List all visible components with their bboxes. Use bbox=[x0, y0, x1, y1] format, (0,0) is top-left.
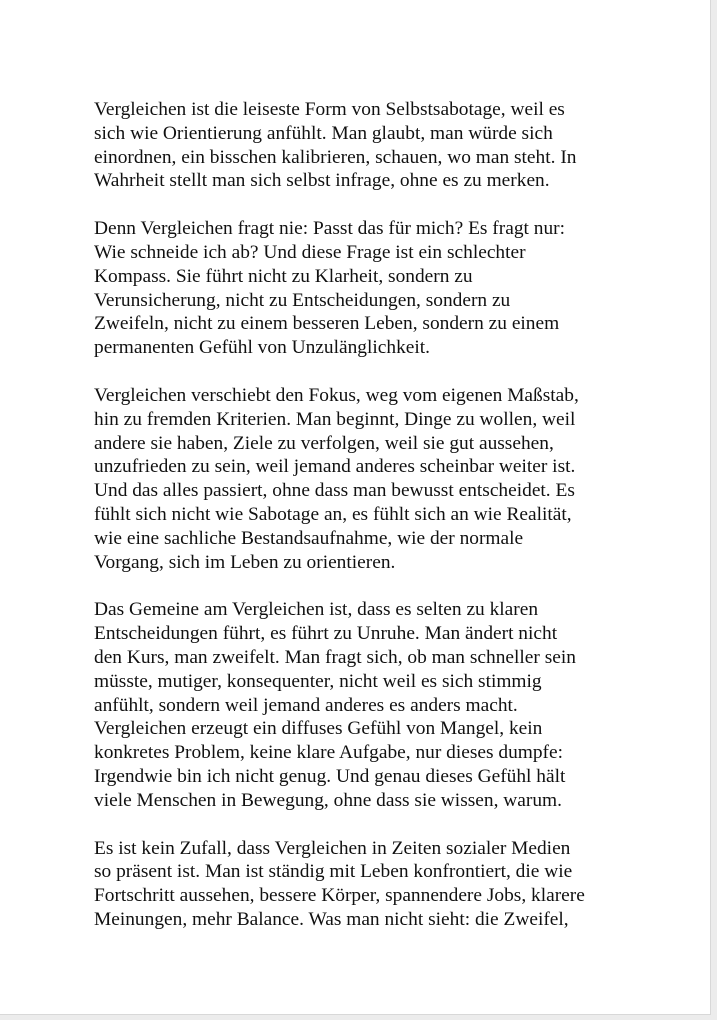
text-line: unzufrieden zu sein, weil jemand anderes scheinbar weiter ist. bbox=[94, 456, 576, 478]
text-line: Irgendwie bin ich nicht genug. Und genau dieses Gefühl hält bbox=[94, 765, 566, 787]
paragraph-1 bbox=[94, 98, 634, 193]
text-line: konkretes Problem, keine klare Aufgabe, nur dieses dumpfe: bbox=[94, 742, 564, 764]
text-line: andere sie haben, Ziele zu verfolgen, weil sie gut aussehen, bbox=[94, 432, 554, 454]
paragraph-3 bbox=[94, 384, 634, 574]
text-line: Es ist kein Zufall, dass Vergleichen in Zeiten sozialer Medien bbox=[94, 837, 571, 859]
text-line: Und das alles passiert, ohne dass man bewusst entscheidet. Es bbox=[94, 480, 575, 502]
text-line: fühlt sich nicht wie Sabotage an, es fühlt sich an wie Realität, bbox=[94, 503, 572, 525]
text-line: einordnen, ein bisschen kalibrieren, schauen, wo man steht. In bbox=[94, 146, 577, 168]
text-line: Vergleichen erzeugt ein diffuses Gefühl von Mangel, kein bbox=[94, 718, 543, 740]
paragraph-4 bbox=[94, 598, 634, 812]
text-line: Vergleichen verschiebt den Fokus, weg vom eigenen Maßstab, bbox=[94, 384, 579, 406]
text-line: sich wie Orientierung anfühlt. Man glaubt, man würde sich bbox=[94, 122, 553, 144]
text-line: Wie schneide ich ab? Und diese Frage ist ein schlechter bbox=[94, 241, 526, 263]
text-line: anfühlt, sondern weil jemand anderes es anders macht. bbox=[94, 694, 518, 716]
text-line: Meinungen, mehr Balance. Was man nicht sieht: die Zweifel, bbox=[94, 908, 569, 930]
text-line: Verunsicherung, nicht zu Entscheidungen, sondern zu bbox=[94, 289, 511, 311]
text-line: Das Gemeine am Vergleichen ist, dass es selten zu klaren bbox=[94, 599, 539, 621]
text-line: Vorgang, sich im Leben zu orientieren. bbox=[94, 551, 396, 573]
text-line: permanenten Gefühl von Unzulänglichkeit. bbox=[94, 337, 430, 359]
text-line: Fortschritt aussehen, bessere Körper, spannendere Jobs, klarere bbox=[94, 885, 585, 907]
paragraph-2 bbox=[94, 217, 634, 360]
text-line: Denn Vergleichen fragt nie: Passt das für mich? Es fragt nur: bbox=[94, 218, 565, 240]
text-line: so präsent ist. Man ist ständig mit Leben konfrontiert, die wie bbox=[94, 861, 573, 883]
text-line: Zweifeln, nicht zu einem besseren Leben, sondern zu einem bbox=[94, 313, 560, 335]
paragraph-5 bbox=[94, 837, 634, 932]
text-line: wie eine sachliche Bestandsaufnahme, wie der normale bbox=[94, 527, 524, 549]
text-line: Kompass. Sie führt nicht zu Klarheit, sondern zu bbox=[94, 265, 473, 287]
text-line: Wahrheit stellt man sich selbst infrage, ohne es zu merken. bbox=[94, 170, 550, 192]
text-line: viele Menschen in Bewegung, ohne dass sie wissen, warum. bbox=[94, 789, 562, 811]
text-line: den Kurs, man zweifelt. Man fragt sich, ob man schneller sein bbox=[94, 646, 576, 668]
text-line: hin zu fremden Kriterien. Man beginnt, Dinge zu wollen, weil bbox=[94, 408, 576, 430]
text-line: Vergleichen ist die leiseste Form von Selbstsabotage, weil es bbox=[94, 99, 565, 120]
text-line: müsste, mutiger, konsequenter, nicht weil es sich stimmig bbox=[94, 670, 542, 692]
text-line: Entscheidungen führt, es führt zu Unruhe. Man ändert nicht bbox=[94, 623, 558, 645]
document-body bbox=[94, 98, 634, 956]
